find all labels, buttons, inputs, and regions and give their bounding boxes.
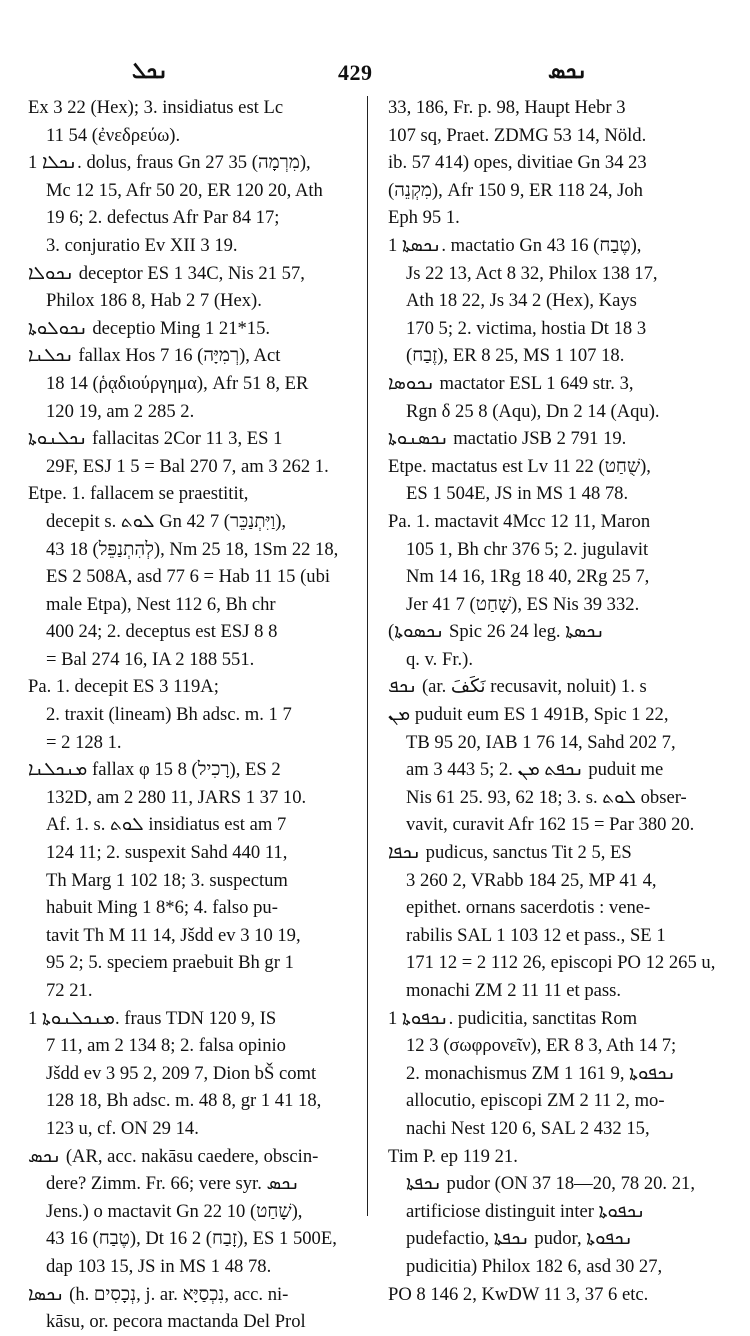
text-line: Nis 61 25. 93, 62 18; 3. s. ܠܘܬ obser- [406,786,687,808]
text-line: ܢܟܠܢܐ fallax Hos 7 16 (רְמִיָּה), Act [28,345,281,367]
text-line: 170 5; 2. victima, hostia Dt 18 3 [406,317,647,339]
text-line: nachi Nest 120 6, SAL 2 432 15, [406,1117,650,1139]
text-line: dap 103 15, JS in MS 1 48 78. [46,1255,272,1277]
text-line: Mc 12 15, Afr 50 20, ER 120 20, Ath [46,179,323,201]
text-line: (מִקְנֵה), Afr 150 9, ER 118 24, Joh [388,179,643,201]
text-line: 43 18 (לְהִתְנַפֵּל), Nm 25 18, 1Sm 22 18, [46,538,339,560]
text-line: Th Marg 1 102 18; 3. suspectum [46,869,288,891]
text-line: ܢܟܠܐ 1. dolus, fraus Gn 27 35 (מִרְמָה), [28,152,311,174]
text-line: 29F, ESJ 1 5 = Bal 270 7, am 3 262 1. [46,455,329,477]
text-line: Philox 186 8, Hab 2 7 (Hex). [46,290,262,312]
text-line: ES 1 504E, JS in MS 1 48 78. [406,483,629,505]
text-line: ܢܟܣ (AR, acc. nakāsu caedere, obscin- [28,1145,319,1167]
text-line: 3 260 2, VRabb 184 25, MP 41 4, [406,869,657,891]
text-line: Jšdd ev 3 95 2, 209 7, Dion bŠ comt [46,1062,317,1084]
text-line: ib. 57 414) opes, divitiae Gn 34 23 [388,152,647,174]
text-line: 132D, am 2 280 11, JARS 1 37 10. [46,786,307,808]
text-line: Af. 1. s. ܠܘܬ insidiatus est am 7 [46,814,287,836]
text-line: ܢܟܣܢܘܬܐ mactatio JSB 2 791 19. [388,428,627,450]
text-line: Ath 18 22, Js 34 2 (Hex), Kays [406,290,637,312]
text-line: ܡܢܟܠܢܐ fallax φ 15 8 (רָכִיל), ES 2 [28,759,281,781]
left-column [28,94,358,1336]
text-line: Jens.) ο mactavit Gn 22 10 (שָׁחַט), [46,1200,303,1222]
text-line: 2. traxit (lineam) Bh adsc. m. 1 7 [46,704,292,726]
text-line: 120 19, am 2 285 2. [46,400,195,422]
left-running-head: ܢܟܠ [132,58,169,83]
text-line: allocutio, episcopi ZM 2 11 2, mo- [406,1090,665,1112]
text-line: ܢܟܘܠܐ deceptor ES 1 34C, Nis 21 57, [28,262,305,284]
text-line: 95 2; 5. speciem praebuit Bh gr 1 [46,952,294,974]
text-line: male Etpa), Nest 112 6, Bh chr [46,593,276,615]
text-line: Js 22 13, Act 8 32, Philox 138 17, [406,262,658,284]
text-line: Rgn δ 25 8 (Aqu), Dn 2 14 (Aqu). [406,400,660,422]
text-line: 3. conjuratio Ev XII 3 19. [46,234,238,256]
text-line: 19 6; 2. defectus Afr Par 84 17; [46,207,280,229]
text-line: epithet. ornans sacerdotis : vene- [406,897,651,919]
text-line: Pa. 1. mactavit 4Mcc 12 11, Maron [388,510,651,532]
text-line: decepit s. ܠܘܬ Gn 42 7 (וַיִּתְנַכֵּר), [46,510,287,532]
text-line: ܢܟܠܢܘܬܐ fallacitas 2Cor 11 3, ES 1 [28,428,283,450]
text-line: ES 2 508A, asd 77 6 = Hab 11 15 (ubi [46,566,331,588]
page-header [0,54,750,86]
text-line: 124 11; 2. suspexit Sahd 440 11, [46,842,288,864]
text-line: ܡܢ puduit eum ES 1 491B, Spic 1 22, [388,704,669,726]
text-line: Ex 3 22 (Hex); 3. insidiatus est Lc [28,97,284,118]
text-line: kāsu, or. pecora mactanda Del Prol [46,1311,306,1333]
text-line: Etpe. 1. fallacem se praestitit, [28,483,249,505]
column-divider [367,96,368,1216]
text-line: ܢܟܣܬܐ 1. mactatio Gn 43 16 (טֶבַח), [388,234,642,256]
text-line: 18 14 (ῥᾳδιούργημα), Afr 51 8, ER [46,372,309,394]
text-line: 43 16 (טֶבַח), Dt 16 2 (זָבַח), ES 1 500E, [46,1228,337,1250]
text-line: Pa. 1. decepit ES 3 119A; [28,676,219,698]
text-line: 2. monachismus ZM 1 161 9, ܢܟܦܘܬܐ [406,1062,676,1084]
text-line: ܢܟܘܣܐ mactator ESL 1 649 str. 3, [388,372,634,394]
text-line: = Bal 274 16, IA 2 188 551. [46,648,255,670]
text-line: 123 u, cf. ON 29 14. [46,1117,199,1139]
text-line: 72 21. [46,980,93,1001]
text-line: 33, 186, Fr. p. 98, Haupt Hebr 3 [388,97,626,118]
text-line: habuit Ming 1 8*6; 4. falso pu- [46,897,278,919]
text-line: (ܢܟܣܘܬܐ Spic 26 24 leg. ܢܟܣܬܐ [388,621,605,643]
text-line: ܢܟܣܐ (h. נְכָסִים, j. ar. נִכְסַיָּא, acc. ni- [28,1283,289,1305]
text-line: tavit Th M 11 14, Jšdd ev 3 10 19, [46,924,301,946]
text-line: 12 3 (σωφρονεῖν), ER 8 3, Ath 14 7; [406,1035,677,1057]
text-line: Nm 14 16, 1Rg 18 40, 2Rg 25 7, [406,566,650,588]
text-line: ܢܟܦ (ar. نَكَفَ recusavit, noluit) 1. s [388,676,647,698]
text-line: = 2 128 1. [46,731,122,753]
text-line: (זֶבַח), ER 8 25, MS 1 107 18. [406,345,625,367]
text-line: rabilis SAL 1 103 12 et pass., SE 1 [406,924,666,946]
text-line: ܢܟܦܘܬܐ 1. pudicitia, sanctitas Rom [388,1007,638,1029]
text-line: q. v. Fr.). [406,648,473,670]
text-line: monachi ZM 2 11 11 et pass. [406,980,621,1001]
text-line: 11 54 (ἐνεδρεύω). [46,124,181,146]
text-line: PO 8 146 2, KwDW 11 3, 37 6 etc. [388,1283,649,1305]
text-line: ܡܢܟܠܢܘܬܐ 1. fraus TDN 120 9, IS [28,1007,277,1029]
text-line: am 3 443 5; 2. ܢܟܦܬ ܡܢ puduit me [406,759,664,781]
text-line: 171 12 = 2 112 26, episcopi PO 12 265 u, [406,952,716,974]
text-line: 128 18, Bh adsc. m. 48 8, gr 1 41 18, [46,1090,322,1112]
text-line: 7 11, am 2 134 8; 2. falsa opinio [46,1035,286,1057]
text-line: 107 sq, Praet. ZDMG 53 14, Nöld. [388,124,647,146]
right-column [388,94,722,1308]
text-line: Tim P. ep 119 21. [388,1145,518,1167]
text-line: ܢܟܘܠܘܬܐ deceptio Ming 1 21*15. [28,317,271,339]
page-number: 429 [338,60,373,85]
text-line: Jer 41 7 (שָׁחַט), ES Nis 39 332. [406,593,640,615]
text-line: vavit, curavit Afr 162 15 = Par 380 20. [406,814,695,836]
text-line: 400 24; 2. deceptus est ESJ 8 8 [46,621,278,643]
right-running-head: ܢܟܣ [548,58,588,83]
text-line: pudicitia) Philox 182 6, asd 30 27, [406,1255,663,1277]
text-line: pudefactio, ܢܟܦܬܐ pudor, ܢܟܦܘܬܐ [406,1228,633,1250]
text-line: 105 1, Bh chr 376 5; 2. jugulavit [406,538,649,560]
text-line: dere? Zimm. Fr. 66; vere syr. ܢܟܣ [46,1173,300,1195]
text-line: Eph 95 1. [388,207,460,229]
text-line: ܢܟܦܐ pudicus, sanctus Tit 2 5, ES [388,842,632,864]
text-line: artificiose distinguit inter ܢܟܦܘܬܐ [406,1200,646,1222]
text-line: Etpe. mactatus est Lv 11 22 (שֻׁחַט), [388,455,651,477]
text-line: TB 95 20, IAB 1 76 14, Sahd 202 7, [406,731,676,753]
text-line: ܢܟܦܬܐ pudor (ON 37 18—20, 78 20. 21, [406,1173,695,1195]
